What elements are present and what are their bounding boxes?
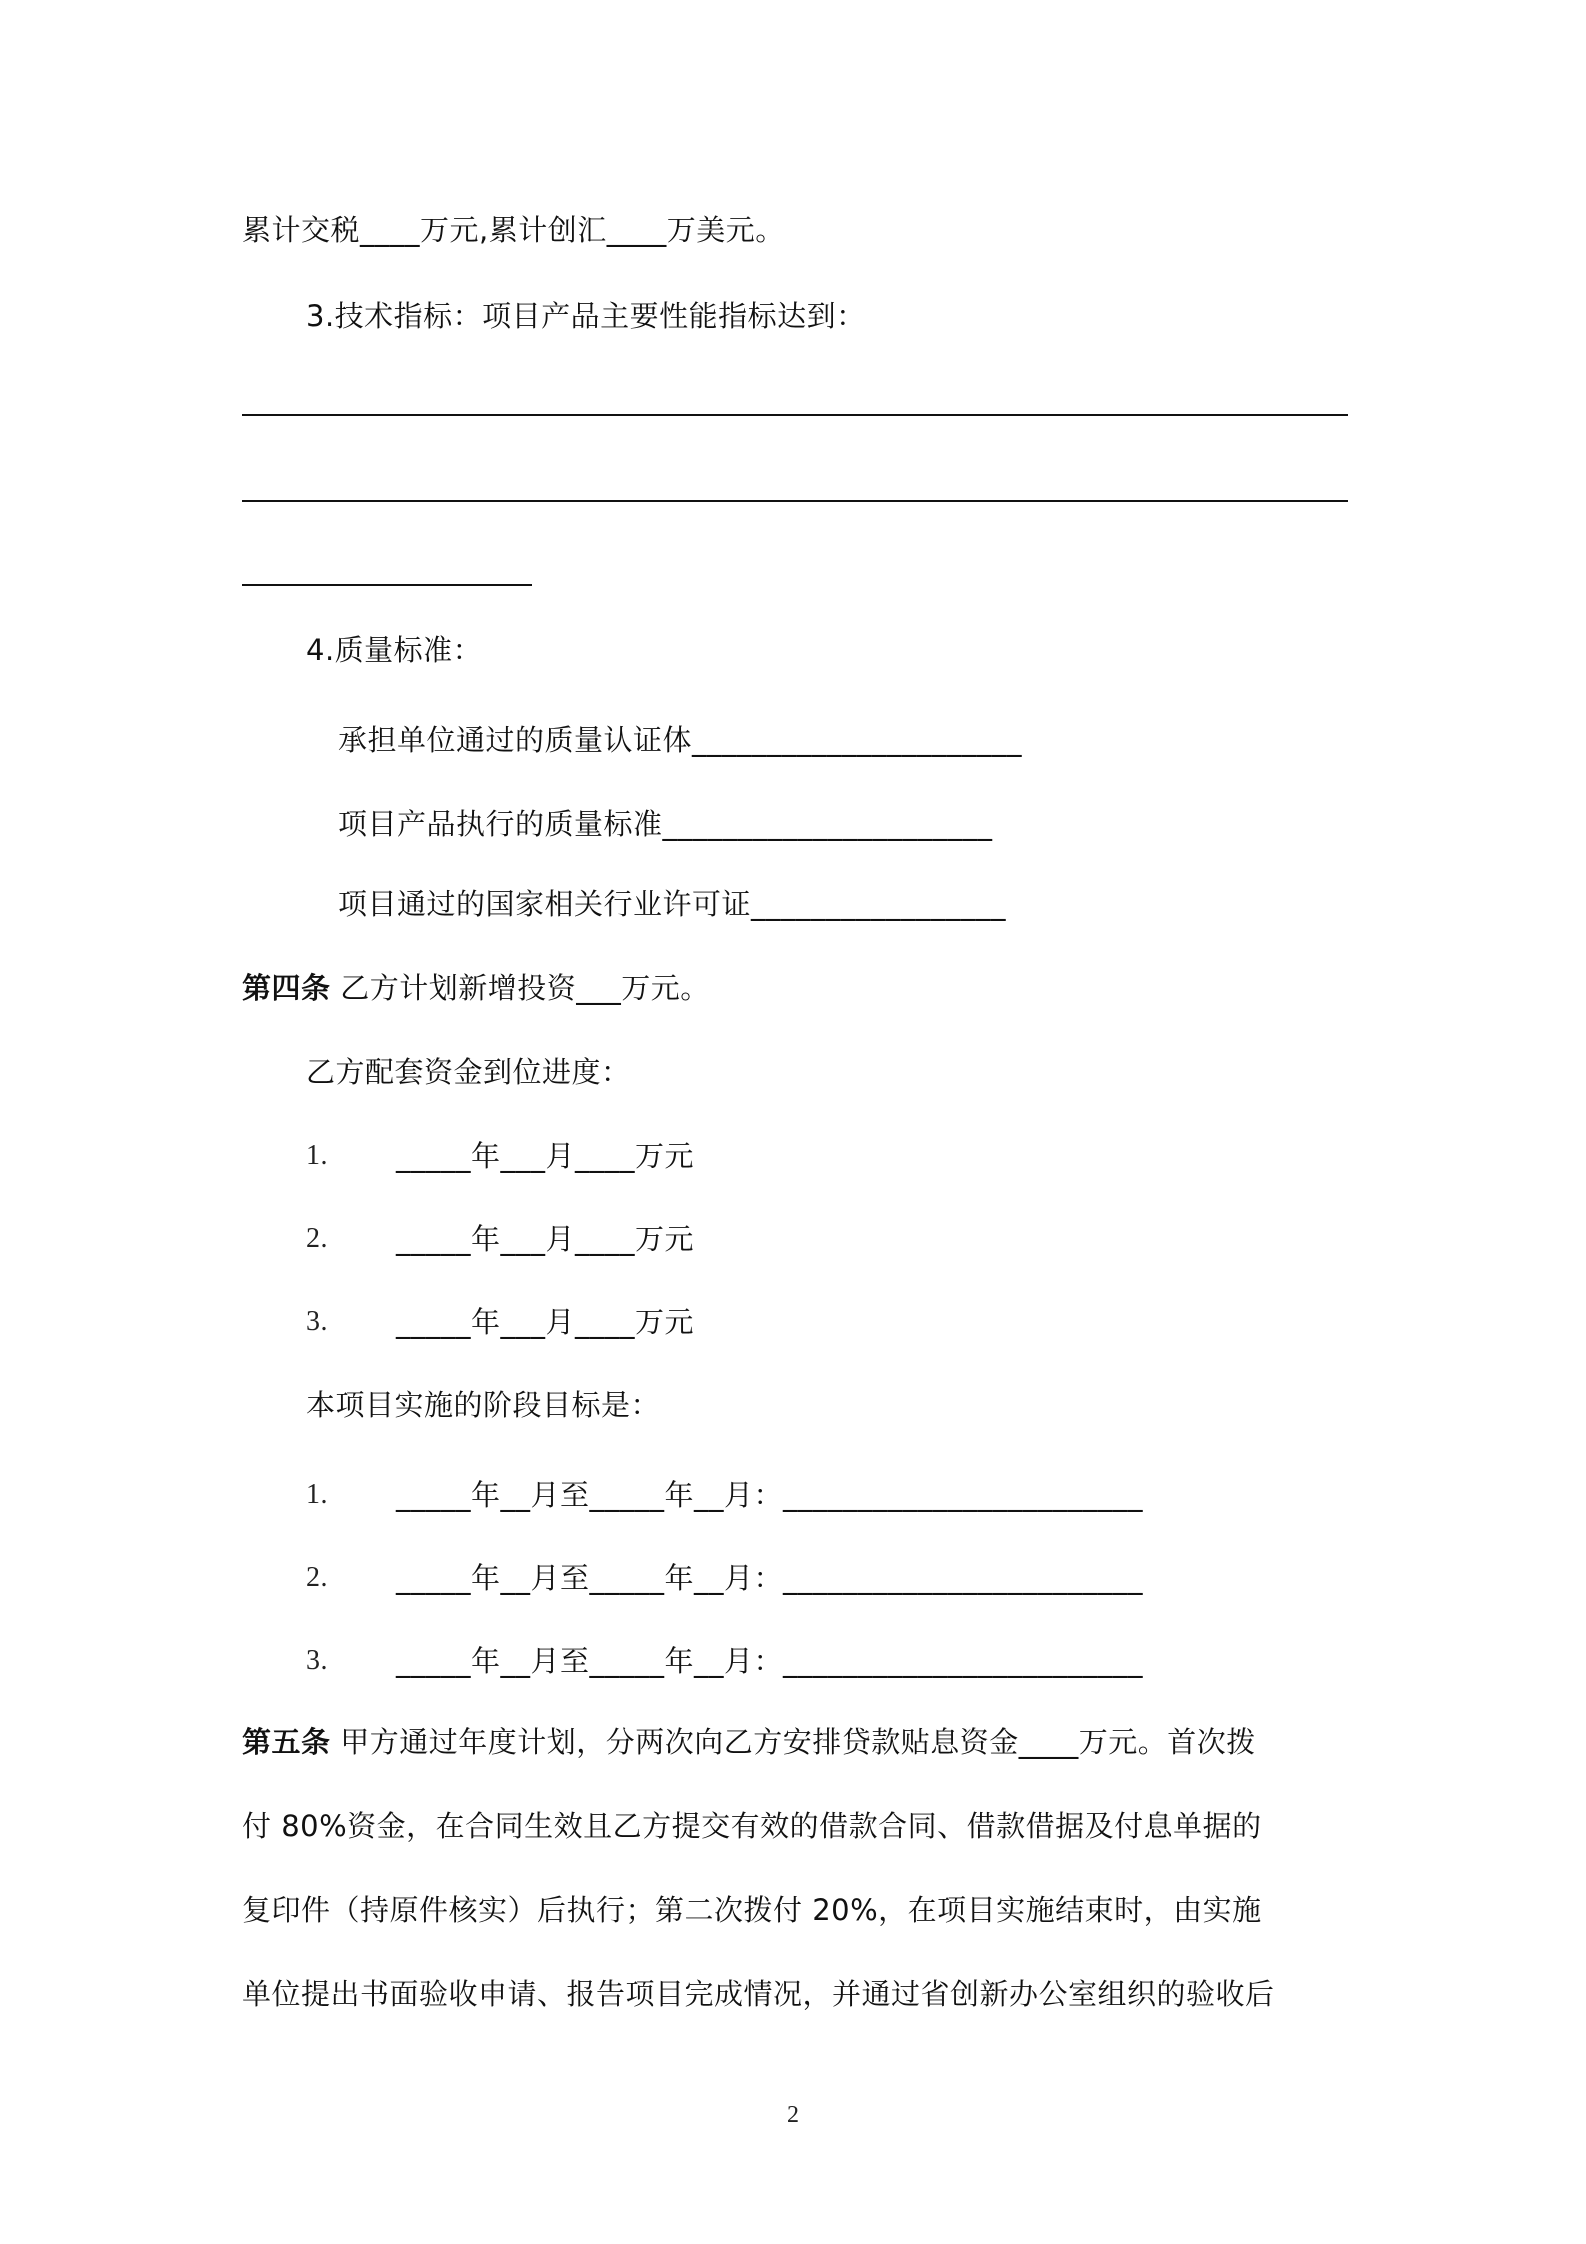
funding-item-number: 2. — [306, 1223, 328, 1254]
article-5-label: 第五条 — [242, 1725, 331, 1759]
stage-item-text: _____年__月至_____年__月：________________________ — [396, 1644, 1144, 1678]
tax-line: 累计交税____万元,累计创汇____万美元。 — [242, 213, 785, 247]
article-4-text: 乙方计划新增投资___万元。 — [330, 971, 710, 1005]
blank-line-3 — [242, 584, 532, 586]
quality-standard-line: 项目产品执行的质量标准______________________ — [338, 807, 993, 841]
funding-item-number: 3. — [306, 1306, 328, 1337]
quality-certification-line: 承担单位通过的质量认证体______________________ — [338, 723, 1023, 757]
page-number: 2 — [787, 2102, 799, 2128]
blank-line-2 — [242, 500, 1348, 502]
funding-item-text: _____年___月____万元 — [396, 1139, 695, 1173]
industry-license-line: 项目通过的国家相关行业许可证_________________ — [338, 887, 1007, 921]
article-5-line-2: 付 80%资金，在合同生效且乙方提交有效的借款合同、借款借据及付息单据的 — [242, 1809, 1262, 1843]
article-5-line-3: 复印件（持原件核实）后执行；第二次拨付 20%，在项目实施结束时，由实施 — [242, 1893, 1262, 1927]
stage-item-text: _____年__月至_____年__月：________________________ — [396, 1478, 1144, 1512]
stage-item-number: 3. — [306, 1645, 328, 1676]
article-5 — [242, 1722, 1256, 1762]
article-5-line-4: 单位提出书面验收申请、报告项目完成情况，并通过省创新办公室组织的验收后 — [242, 1977, 1275, 2011]
funding-schedule-heading: 乙方配套资金到位进度： — [306, 1055, 631, 1089]
article-4-label: 第四条 — [242, 971, 331, 1005]
funding-item-text: _____年___月____万元 — [396, 1222, 695, 1256]
quality-heading: 4.质量标准： — [306, 633, 483, 667]
article-4 — [242, 968, 710, 1008]
stage-targets-heading: 本项目实施的阶段目标是： — [306, 1388, 661, 1422]
stage-item-number: 1. — [306, 1479, 328, 1510]
stage-item-number: 2. — [306, 1562, 328, 1593]
stage-item-text: _____年__月至_____年__月：________________________ — [396, 1561, 1144, 1595]
funding-item-number: 1. — [306, 1140, 328, 1171]
article-5-text: 甲方通过年度计划，分两次向乙方安排贷款贴息资金____万元。首次拨 — [330, 1725, 1256, 1759]
tech-indicator-heading: 3.技术指标：项目产品主要性能指标达到： — [306, 299, 866, 333]
funding-item-text: _____年___月____万元 — [396, 1305, 695, 1339]
blank-line-1 — [242, 414, 1348, 416]
